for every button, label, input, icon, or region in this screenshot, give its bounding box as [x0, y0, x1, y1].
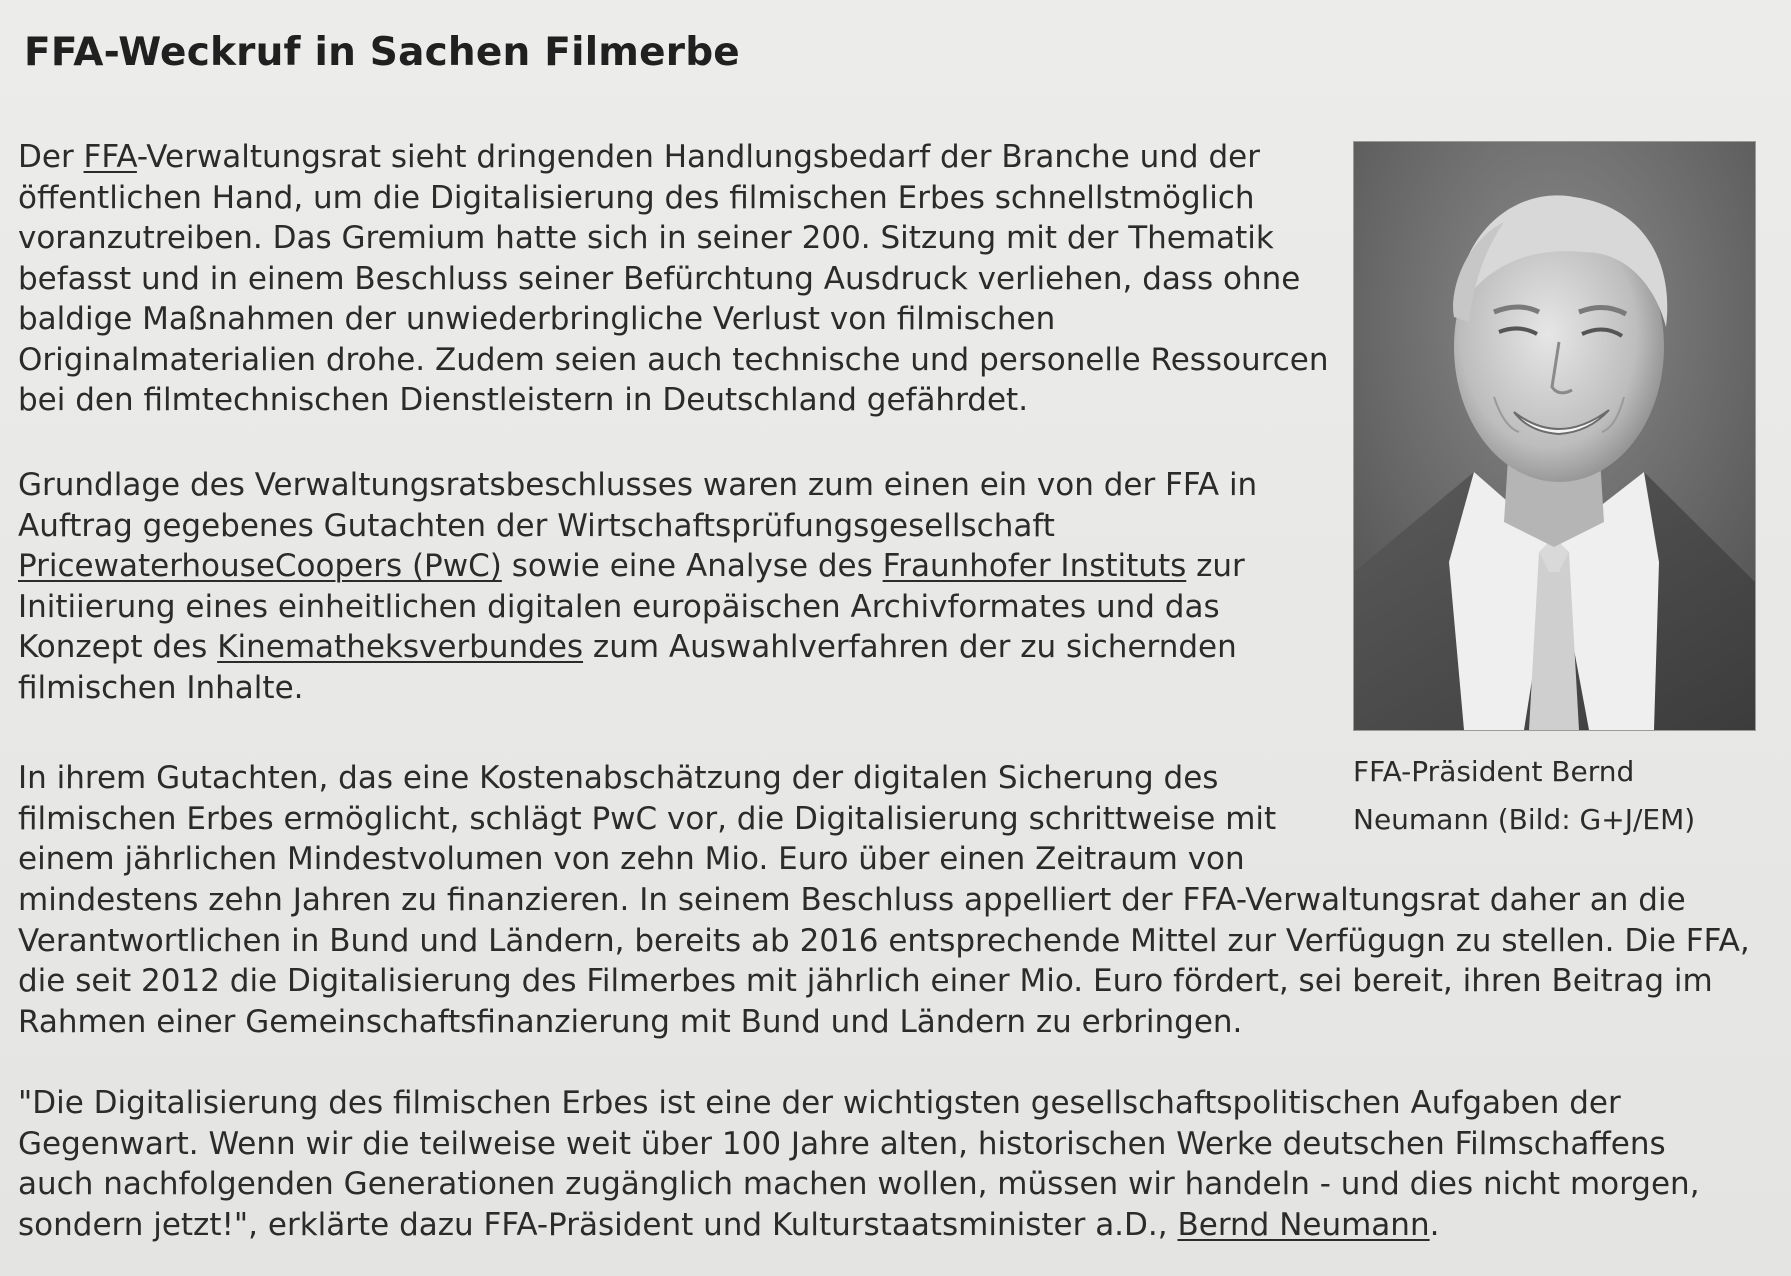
paragraph-2-text-c: zur Initiierung eines einheitlichen digitalen europäischen Archivformates und das Konzept des [18, 548, 1245, 665]
article-title: FFA-Weckruf in Sachen Filmerbe [24, 30, 740, 75]
quote-text: "Die Digitalisierung des filmischen Erbes ist eine der wichtigsten gesellschaftspolitischen Aufgaben der Gegenwart. Wenn wir die teilweise weit über 100 Jahre alten, historischen Werke deutschen Filmschaffens auch nachfolgenden Generationen zugänglich machen wollen, müssen wir handeln - und dies nicht morgen, sondern jetzt!", erklärte dazu FFA-Präsident und Kulturstaatsminister a.D., [18, 1085, 1700, 1243]
paragraph-2 [18, 465, 1338, 708]
caption-line-1: FFA-Präsident Bernd [1353, 755, 1635, 788]
portrait-photo [1353, 141, 1756, 731]
fraunhofer-link[interactable]: Fraunhofer Instituts [882, 548, 1187, 584]
paragraph-2-text-d: zum Auswahlverfahren der zu sichernden filmischen Inhalte. [18, 629, 1237, 706]
ffa-link[interactable]: FFA [83, 139, 137, 175]
paragraph-2-text-a: Grundlage des Verwaltungsratsbeschlusses waren zum einen ein von der FFA in Auftrag gegebenes Gutachten der Wirtschaftsprüfungsgesellschaft [18, 467, 1258, 544]
paragraph-3-part-b: mindestens zehn Jahren zu finanzieren. In seinem Beschluss appelliert der FFA-Verwaltungsrat daher an die Verantwortlichen in Bund und Ländern, bereits ab 2016 entsprechende Mittel zur Verfügugn zu stellen. Die FFA, die seit 2012 die Digitalisierung des Filmerbes mit jährlich einer Mio. Euro fördert, sei bereit, ihren Beitrag im Rahmen einer Gemeinschaftsfinanzierung mit Bund und Ländern zu erbringen. [18, 882, 1750, 1040]
paragraph-1 [18, 137, 1338, 421]
paragraph-3-part-a: In ihrem Gutachten, das eine Kostenabschätzung der digitalen Sicherung des filmischen Erbes ermöglicht, schlägt PwC vor, die Digitalisierung schrittweise mit einem jährlichen Mindestvolumen von zehn Mio. Euro über einen Zeitraum von [18, 760, 1277, 877]
bernd-neumann-link[interactable]: Bernd Neumann [1177, 1206, 1430, 1243]
kinematheksverbund-link[interactable]: Kinematheksverbundes [217, 629, 584, 665]
paragraph-1-text-b: -Verwaltungsrat sieht dringenden Handlungsbedarf der Branche und der öffentlichen Hand, um die Digitalisierung des filmischen Erbes schnellstmöglich voranzutreiben. Das Gremium hatte sich in seiner 200. Sitzung mit der Thematik befasst und in einem Beschluss seiner Befürchtung Ausdruck verliehen, dass ohne baldige Maßnahmen der unwiederbringliche Verlust von filmischen Originalmaterialien drohe. Zudem seien auch technische und personelle Ressourcen bei den filmtechnischen Dienstleistern in Deutschland gefährdet. [18, 139, 1329, 418]
pwc-link[interactable]: PricewaterhouseCoopers (PwC) [18, 548, 502, 584]
photo-caption [1353, 748, 1773, 844]
quote-text-end: . [1429, 1206, 1440, 1243]
paragraph-1-text-a: Der [18, 139, 84, 175]
paragraph-2-text-b: sowie eine Analyse des [501, 548, 883, 584]
portrait-illustration [1354, 142, 1755, 730]
caption-line-2: Neumann (Bild: G+J/EM) [1353, 803, 1696, 836]
quote-paragraph [18, 1083, 1738, 1245]
